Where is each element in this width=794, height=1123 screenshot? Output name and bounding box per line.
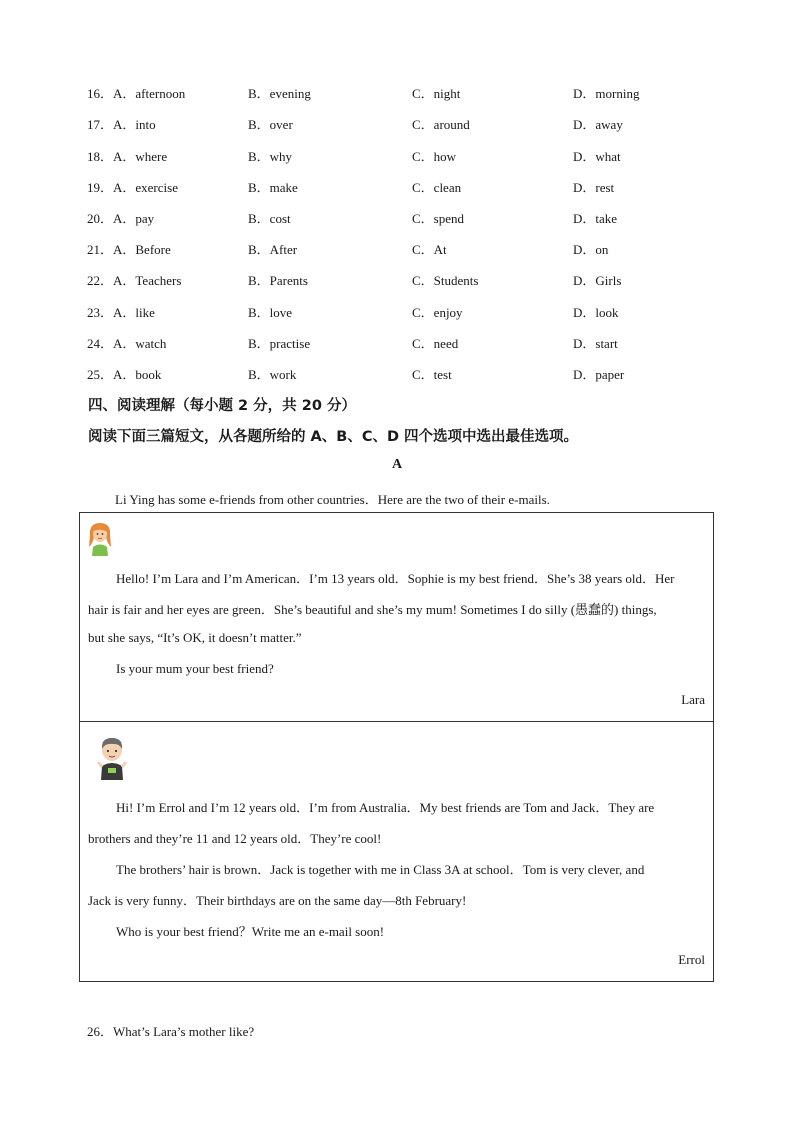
option-d: D．morning xyxy=(573,86,640,101)
option-row-18 xyxy=(0,146,794,166)
option-row-21 xyxy=(0,239,794,259)
option-row-16 xyxy=(0,83,794,103)
option-c: C．spend xyxy=(412,211,465,226)
option-a: 18．A．where xyxy=(87,149,168,164)
option-d: D．paper xyxy=(573,367,625,382)
email2-line: brothers and they’re 11 and 12 years old．They’re cool! xyxy=(88,831,382,846)
email2-signature: Errol xyxy=(678,952,705,967)
option-c: C．At xyxy=(412,242,447,257)
email1-line: Hello! I’m Lara and I’m American．I’m 13 years old．Sophie is my best friend．She’s 38 years old．Her xyxy=(116,571,675,586)
option-a: 19．A．exercise xyxy=(87,180,178,195)
option-c: C．Students xyxy=(412,273,479,288)
option-b: B．over xyxy=(248,117,293,132)
option-c: C．night xyxy=(412,86,461,101)
option-b: B．why xyxy=(248,149,293,164)
email1-line: hair is fair and her eyes are green．She’s beautiful and she’s my mum! Sometimes I do silly (愚蠢的) things, xyxy=(88,602,657,617)
option-d: D．what xyxy=(573,149,621,164)
option-a: 21．A．Before xyxy=(87,242,171,257)
option-b: B．After xyxy=(248,242,298,257)
option-a: 17．A．into xyxy=(87,117,156,132)
email-box-errol xyxy=(79,721,714,982)
girl-avatar-icon xyxy=(87,521,113,557)
option-row-19 xyxy=(0,177,794,197)
option-b: B．make xyxy=(248,180,298,195)
option-c: C．around xyxy=(412,117,470,132)
option-c: C．test xyxy=(412,367,452,382)
option-c: C．how xyxy=(412,149,457,164)
option-d: D．rest xyxy=(573,180,615,195)
option-d: D．look xyxy=(573,305,619,320)
email1-line: but she says, “It’s OK, it doesn’t matter.” xyxy=(88,630,302,645)
option-b: B．evening xyxy=(248,86,311,101)
option-row-24 xyxy=(0,333,794,353)
option-a: 16．A．afternoon xyxy=(87,86,186,101)
question-26: 26．What’s Lara’s mother like? xyxy=(87,1024,255,1039)
option-row-20 xyxy=(0,208,794,228)
option-b: B．practise xyxy=(248,336,311,351)
option-a: 22．A．Teachers xyxy=(87,273,182,288)
option-a: 24．A．watch xyxy=(87,336,167,351)
option-row-25 xyxy=(0,364,794,384)
option-b: B．cost xyxy=(248,211,291,226)
section-instruction: 阅读下面三篇短文，从各题所给的 A、B、C、D 四个选项中选出最佳选项。 xyxy=(88,429,579,445)
option-c: C．enjoy xyxy=(412,305,463,320)
email2-line: Jack is very funny．Their birthdays are on the same day—8th February! xyxy=(88,893,467,908)
email-box-lara xyxy=(79,512,714,722)
email2-line: The brothers’ hair is brown．Jack is together with me in Class 3A at school．Tom is very clever, and xyxy=(116,862,645,877)
option-row-22 xyxy=(0,270,794,290)
option-c: C．need xyxy=(412,336,459,351)
option-row-17 xyxy=(0,114,794,134)
option-b: B．Parents xyxy=(248,273,308,288)
option-a: 23．A．like xyxy=(87,305,155,320)
option-a: 20．A．pay xyxy=(87,211,155,226)
section-title: 四、阅读理解（每小题 2 分，共 20 分） xyxy=(88,398,356,414)
option-b: B．work xyxy=(248,367,297,382)
email2-line: Who is your best friend？Write me an e-mail soon! xyxy=(116,924,385,939)
option-d: D．start xyxy=(573,336,618,351)
email1-signature: Lara xyxy=(681,692,705,707)
option-d: D．Girls xyxy=(573,273,622,288)
boy-avatar-icon xyxy=(94,736,130,782)
passage-letter: A xyxy=(391,457,403,472)
passage-intro: Li Ying has some e-friends from other countries．Here are the two of their e-mails. xyxy=(115,492,550,507)
option-d: D．away xyxy=(573,117,623,132)
email1-line: Is your mum your best friend? xyxy=(116,661,274,676)
email2-line: Hi! I’m Errol and I’m 12 years old．I’m from Australia．My best friends are Tom and Jack．They are xyxy=(116,800,655,815)
option-d: D．on xyxy=(573,242,609,257)
option-row-23 xyxy=(0,302,794,322)
option-d: D．take xyxy=(573,211,618,226)
option-a: 25．A．book xyxy=(87,367,162,382)
option-c: C．clean xyxy=(412,180,462,195)
option-b: B．love xyxy=(248,305,293,320)
